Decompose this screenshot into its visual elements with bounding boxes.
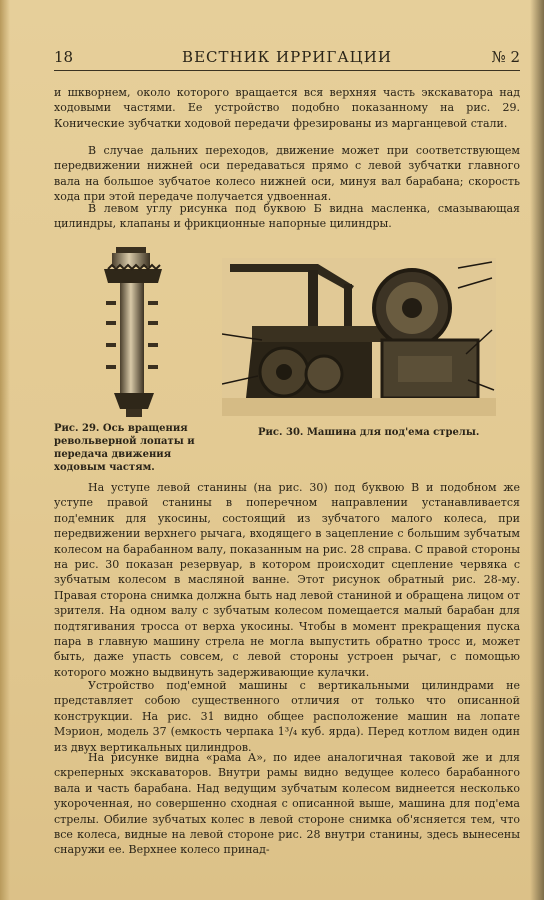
paragraph-6: На рисунке видна «рама А», по идее аналогичная таковой же и для скреперных экскаваторов. Внутри рамы видно ведущее колесо барабанного вала и часть барабана. Над ведущим зубчатым колесом виднеется несколько укороченная, но совершенно сходная с описанной выше, машина для под'ема стрелы. Обилие зубчатых колес в левой стороне снимка об'ясняется тем, что все колеса, видные на левой стороне рис. 28 внутри станины, здесь вынесены снаружи ее. Верхнее колесо принад- [54,751,520,857]
paragraph-2: В случае дальних переходов, движение может при соответствующем передвижении нижней оси передаваться прямо с левой зубчатки главного вала на большое зубчатое колесо нижней оси, минуя вал барабана; скорость хода при этой передаче получается удвоенная. [54,144,520,204]
figure-29-caption: Рис. 29. Ось вращения револьверной лопаты и передача движения ходовым частям. [54,423,195,473]
paragraph-4: На уступе левой станины (на рис. 30) под буквою В и подобном же уступе правой станины в поперечном направлении устанавливается под'емник для укосины, состоящий из зубчатого малого колеса, при передвижении верхнего рычага, входящего в зацепление с большим зубчатым колесом на барабанном валу, показанным на рис. 28 справа. С правой стороны на рис. 30 показан резервуар, в котором происходит сцепление червяка с зубчатым колесом в масляной ванне. Этот рисунок обратный рис. 28-му. Правая сторона снимка должна быть над левой станиной и обращена лицом от зрителя. На одном валу с зубчатым колесом помещается малый барабан для подтягивания тросса от верха укосины. Чтобы в момент прекращения пуска пара в главную машину стрела не могла выпустить обратно тросс и, может быть, даже упасть совсем, с левой стороны устроен рычаг, с помощью которого можно выдвинуть задерживающие кулачки. [54,481,520,679]
paragraph-5: Устройство под'емной машины с вертикальными цилиндрами не представляет собою существенного отличия от только что описанной конструкции. На рис. 31 видно общее расположение машин на лопате Мэрион, модель 37 (емкость черпака 1³/₄ куб. ярда). Перед котлом виден один из двух вертикальных цилиндров. [54,679,520,754]
figure-30-caption: Рис. 30. Машина для под'ема стрелы. [258,427,480,438]
figure-29-shaft-image [92,243,176,419]
paragraph-1: и шкворнем, около которого вращается вся верхняя часть экскаватора над ходовыми частями. Ее устройство подобно показанному на рис. 29. Конические зубчатки ходовой передачи фрезированы из марганцевой стали. [54,86,520,130]
journal-title: ВЕСТНИК ИРРИГАЦИИ [182,48,392,66]
paragraph-3: В левом углу рисунка под буквою Б видна масленка, смазывающая цилиндры, клапаны и фрикционные напорные цилиндры. [54,202,520,231]
figure-30-boom-hoist-image [222,258,496,416]
issue-number: № 2 [491,48,520,66]
page-edge-shadow-left [0,0,10,900]
running-header [54,48,520,71]
page-edge-shadow-right [530,0,544,900]
page-number: 18 [54,48,74,66]
